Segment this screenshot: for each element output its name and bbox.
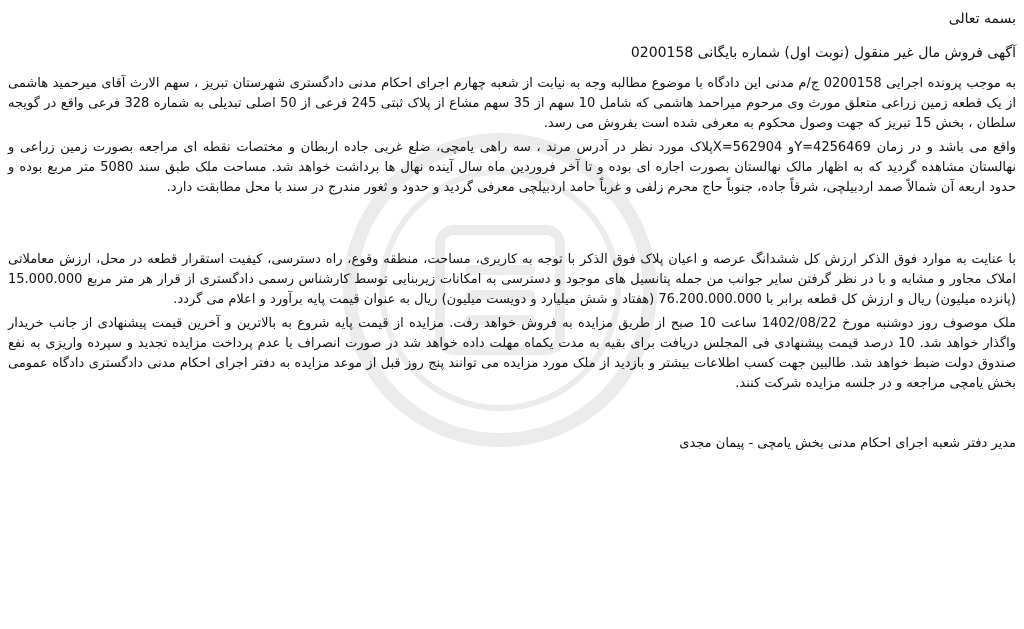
paragraph-auction-terms: ملک موصوف روز دوشنبه مورخ 1402/08/22 ساعت 10 صبح از طریق مزایده به فروش خواهد رفت. مزایده از قیمت پایه شروع به بالاترین و آخرین قیمت پیشنهادی از جانب خریدار واگذار خواهد شد. 10 درصد قیمت پیشنهادی فی المجلس دریافت برای بقیه به مدت یکماه مهلت داده خواهد شد در صورت انصراف یا عدم پرداخت مزایده تجدید و سپرده واریزی به نفع صندوق دولت ضبط خواهد شد. طالبین جهت کسب اطلاعات بیشتر و بازدید از ملک مورد مزایده می توانند پنج روز قبل از موعد مزایده به دفتر اجرای احکام مدنی دادگستری دادگاه عمومی بخش یامچی مراجعه و در جلسه مزایده شرکت کنند. (8, 316, 1016, 391)
paragraph-property-location: واقع می باشد و در زمان Y=4256469و X=562904پلاک مورد نظر در آدرس مرند ، سه راهی یامچی، ضلع غربی جاده اربطان و مختصات نقطه ای مراجعه بصورت زمین زراعی و نهالستان مشاهده گردید که به اظهار مالک نهالستان بصورت اجاره ای بوده و تا آخر فروردین ماه سال آینده نهال ها برداشت خواهد شد. مساحت ملک طبق سند 5080 متر مربع بوده و حدود اربعه آن شمالاً صمد اردبیلچی، شرقاً جاده، جنوباً حاج محرم زلفی و غرباً حامد اردبیلچی معرفی گردید و حدود و ثغور مندرج در سند با محل مطابقت دارد. (8, 140, 1016, 195)
paragraph-case-description: به موجب پرونده اجرایی 0200158 ج/م مدنی این دادگاه با موضوع مطالبه وجه به نیابت از شعبه چهارم اجرای احکام مدنی دادگستری شهرستان تبریز ، سهم الارث آقای میرحمید هاشمی از یک قطعه زمین زراعی متعلق مورث وی مرحوم میراحمد هاشمی که شامل 10 سهم از 35 سهم مشاع از پلاک ثبتی 245 فرعی از 50 اصلی تبدیلی به شماره 328 فرعی واقع در گویجه سلطان ، بخش 15 تبریز که جهت وصول محکوم به معرفی شده است بفروش می رسد. (8, 76, 1017, 131)
paragraph-valuation: با عنایت به موارد فوق الذکر ارزش کل ششدانگ عرصه و اعیان پلاک فوق الذکر با توجه به کاربری، مساحت، منطقه وقوع، راه دسترسی، کیفیت استقرار قطعه در محل، ارزش معاملاتی املاک مجاور و مشابه و با در نظر گرفتن سایر جوانب من جمله پتانسیل های موجود و دسترسی به امکانات زیربنایی توسط کارشناس رسمی دادگستری از قرار هر متر مربع 15.000.000 (پانزده میلیون) ریال و ارزش کل قطعه برابر با 76.200.000.000 (هفتاد و شش میلیارد و دویست میلیون) ریال به عنوان قیمت پایه برآورد و اعلام می گردد. (8, 252, 1016, 307)
document-heading: بسمه تعالی (948, 11, 1016, 27)
notice-title: آگهی فروش مال غیر منقول (نوبت اول) شماره بایگانی 0200158 (630, 45, 1016, 61)
signature-line: مدیر دفتر شعبه اجرای احکام مدنی بخش یامچی - پیمان مجدی (679, 436, 1016, 451)
